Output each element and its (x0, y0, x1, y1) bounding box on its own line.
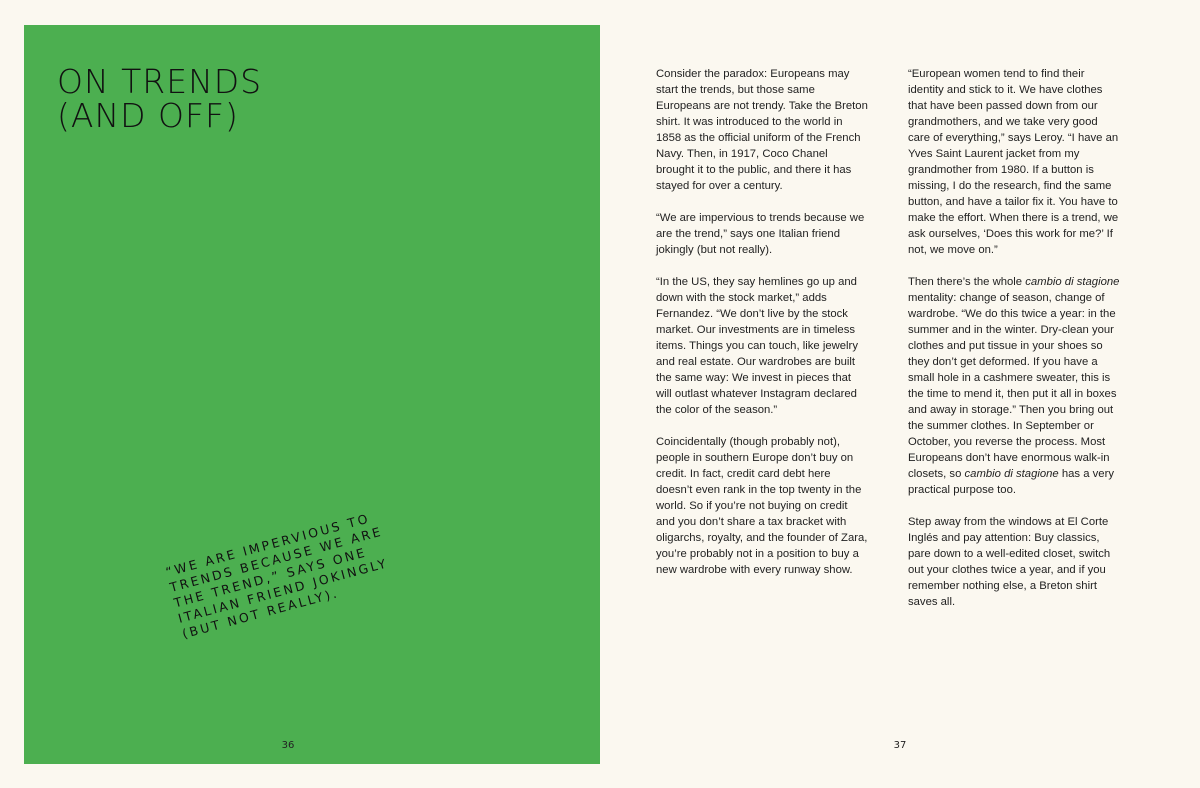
text-run: Then there’s the whole (908, 276, 1026, 288)
paragraph: Step away from the windows at El Corte Inglés and pay attention: Buy classics, pare down to a well-edited closet, switch out your clothes twice a year, and if you remember nothing else, a Breton shirt saves all. (908, 516, 1111, 608)
title-line-2: (AND OFF) (57, 96, 239, 135)
text-column-1 (656, 66, 868, 594)
paragraph: “European women tend to find their identity and stick to it. We have clothes that have been passed down from our grandmothers, and we take very good care of everything,” says Leroy. “I have an Yves Saint Laurent jacket from my grandmother from 1980. If a button is missing, I do the research, find the same button, and have a tailor fix it. You have to make the effort. When there is a trend, we ask ourselves, ‘Does this work for me?’ If not, we move on.” (908, 68, 1119, 256)
left-page-green-panel (24, 25, 600, 764)
text-column-2 (908, 66, 1120, 626)
paragraph: “In the US, they say hemlines go up and down with the stock market,” adds Fernandez. “We don’t live by the stock market. Our investments are in timeless items. Things you can touch, like jewelry and real estate. Our wardrobes are built the same way: We invest in pieces that will outlast whatever Instagram declared the color of the season.” (656, 276, 858, 416)
text-run: has a very practical purpose too. (908, 468, 1114, 496)
page-number-left: 36 (281, 740, 295, 751)
article-title (57, 62, 263, 135)
paragraph: “We are impervious to trends because we are the trend,” says one Italian friend jokingly (but not really). (656, 212, 865, 256)
paragraph (908, 274, 1120, 498)
title-line-1: ON TRENDS (57, 62, 263, 101)
italic-term: cambio di stagione (964, 468, 1059, 480)
italic-term: cambio di stagione (1025, 276, 1120, 288)
pull-quote: “WE ARE IMPERVIOUS TO TRENDS BECAUSE WE ARE THE TREND,” SAYS ONE ITALIAN FRIEND JOKINGLY (BUT NOT REALLY). (164, 510, 390, 642)
text-run: mentality: change of season, change of wardrobe. “We do this twice a year: in the summer and in the winter. Dry-clean your clothes and put tissue in your shoes so they don’t get deformed. If you have a small hole in a cashmere sweater, this is the time to mend it, then put it all in boxes and away in storage.” Then you bring out the summer clothes. In September or October, you reverse the process. Most Europeans don’t have enormous walk-in closets, so (908, 292, 1117, 480)
paragraph: Coincidentally (though probably not), people in southern Europe don’t buy on credit. In fact, credit card debt here doesn’t even rank in the top twenty in the world. So if you’re not buying on credit and you don’t share a tax bracket with oligarchs, royalty, and the founder of Zara, you’re probably not in a position to buy a new wardrobe with every runway show. (656, 436, 868, 576)
paragraph: Consider the paradox: Europeans may start the trends, but those same Europeans are not trendy. Take the Breton shirt. It was introduced to the world in 1858 as the official uniform of the French Navy. Then, in 1917, Coco Chanel brought it to the public, and there it has stayed for over a century. (656, 68, 868, 192)
page-number-right: 37 (893, 740, 907, 751)
